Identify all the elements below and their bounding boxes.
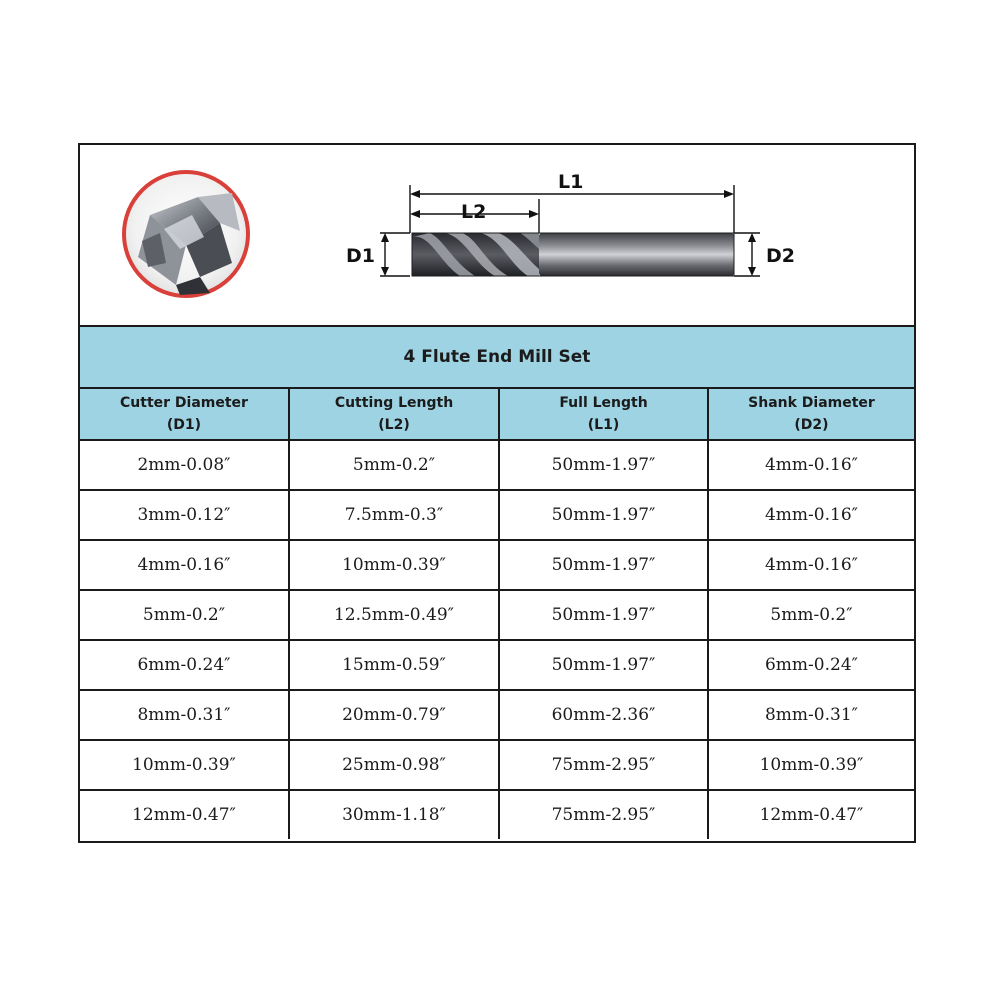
column-header-name: Cutter Diameter — [120, 395, 248, 411]
table-row — [80, 590, 914, 640]
cutting-length-cell: 10mm-0.39″ — [289, 540, 499, 590]
table-title: 4 Flute End Mill Set — [80, 325, 914, 389]
cutting-length-cell: 15mm-0.59″ — [289, 640, 499, 690]
dimension-d1 — [380, 233, 410, 276]
cutter-diameter-cell: 2mm-0.08″ — [80, 440, 289, 490]
cutter-diameter-cell: 10mm-0.39″ — [80, 740, 289, 790]
table-row — [80, 740, 914, 790]
cutter-diameter-cell: 8mm-0.31″ — [80, 690, 289, 740]
table-row — [80, 790, 914, 839]
column-header-symbol: (D1) — [166, 417, 202, 433]
cutting-length-cell: 7.5mm-0.3″ — [289, 490, 499, 540]
table-row — [80, 540, 914, 590]
table-header-row — [80, 389, 914, 440]
full-length-cell: 75mm-2.95″ — [499, 790, 708, 839]
full-length-cell: 50mm-1.97″ — [499, 440, 708, 490]
cutter-diameter-cell: 6mm-0.24″ — [80, 640, 289, 690]
column-header-symbol: (L2) — [378, 417, 410, 433]
cutting-length-cell: 25mm-0.98″ — [289, 740, 499, 790]
full-length-cell: 50mm-1.97″ — [499, 590, 708, 640]
end-mill-body — [412, 233, 734, 276]
cutting-length-cell: 20mm-0.79″ — [289, 690, 499, 740]
column-header-name: Shank Diameter — [748, 395, 875, 411]
l2-label: L2 — [461, 201, 487, 223]
shank-diameter-cell: 4mm-0.16″ — [708, 540, 914, 590]
full-length-cell: 50mm-1.97″ — [499, 640, 708, 690]
shank-diameter-cell: 5mm-0.2″ — [708, 590, 914, 640]
shank-diameter-cell: 10mm-0.39″ — [708, 740, 914, 790]
l1-label: L1 — [558, 171, 584, 193]
cutter-diameter-cell: 4mm-0.16″ — [80, 540, 289, 590]
column-header-name: Cutting Length — [334, 395, 454, 411]
full-length-cell: 50mm-1.97″ — [499, 490, 708, 540]
table-row — [80, 640, 914, 690]
cutting-length-cell: 12.5mm-0.49″ — [289, 590, 499, 640]
column-header-symbol: (L1) — [587, 417, 620, 433]
full-length-cell: 60mm-2.36″ — [499, 690, 708, 740]
end-mill-diagram — [80, 145, 914, 325]
full-length-cell: 50mm-1.97″ — [499, 540, 708, 590]
column-header-shank-diameter — [708, 389, 914, 440]
cutter-diameter-cell: 3mm-0.12″ — [80, 490, 289, 540]
shank-diameter-cell: 8mm-0.31″ — [708, 690, 914, 740]
table-row — [80, 490, 914, 540]
column-header-symbol: (D2) — [794, 417, 829, 433]
full-length-cell: 75mm-2.95″ — [499, 740, 708, 790]
spec-sheet — [78, 143, 916, 843]
cutter-diameter-cell: 12mm-0.47″ — [80, 790, 289, 839]
end-mill-drawing — [80, 145, 914, 325]
shank-diameter-cell: 6mm-0.24″ — [708, 640, 914, 690]
dimension-d2 — [734, 233, 760, 276]
shank-diameter-cell: 4mm-0.16″ — [708, 440, 914, 490]
shank-diameter-cell: 4mm-0.16″ — [708, 490, 914, 540]
table-row — [80, 690, 914, 740]
d1-label: D1 — [346, 245, 375, 267]
specs-table — [80, 389, 914, 839]
table-row — [80, 440, 914, 490]
column-header-cutter-diameter — [80, 389, 289, 440]
cutting-length-cell: 5mm-0.2″ — [289, 440, 499, 490]
cutter-tip-photo — [124, 172, 248, 296]
cutting-length-cell: 30mm-1.18″ — [289, 790, 499, 839]
column-header-cutting-length — [289, 389, 499, 440]
cutter-diameter-cell: 5mm-0.2″ — [80, 590, 289, 640]
d2-label: D2 — [766, 245, 795, 267]
column-header-full-length — [499, 389, 708, 440]
column-header-name: Full Length — [559, 395, 648, 411]
shank-diameter-cell: 12mm-0.47″ — [759, 805, 864, 825]
